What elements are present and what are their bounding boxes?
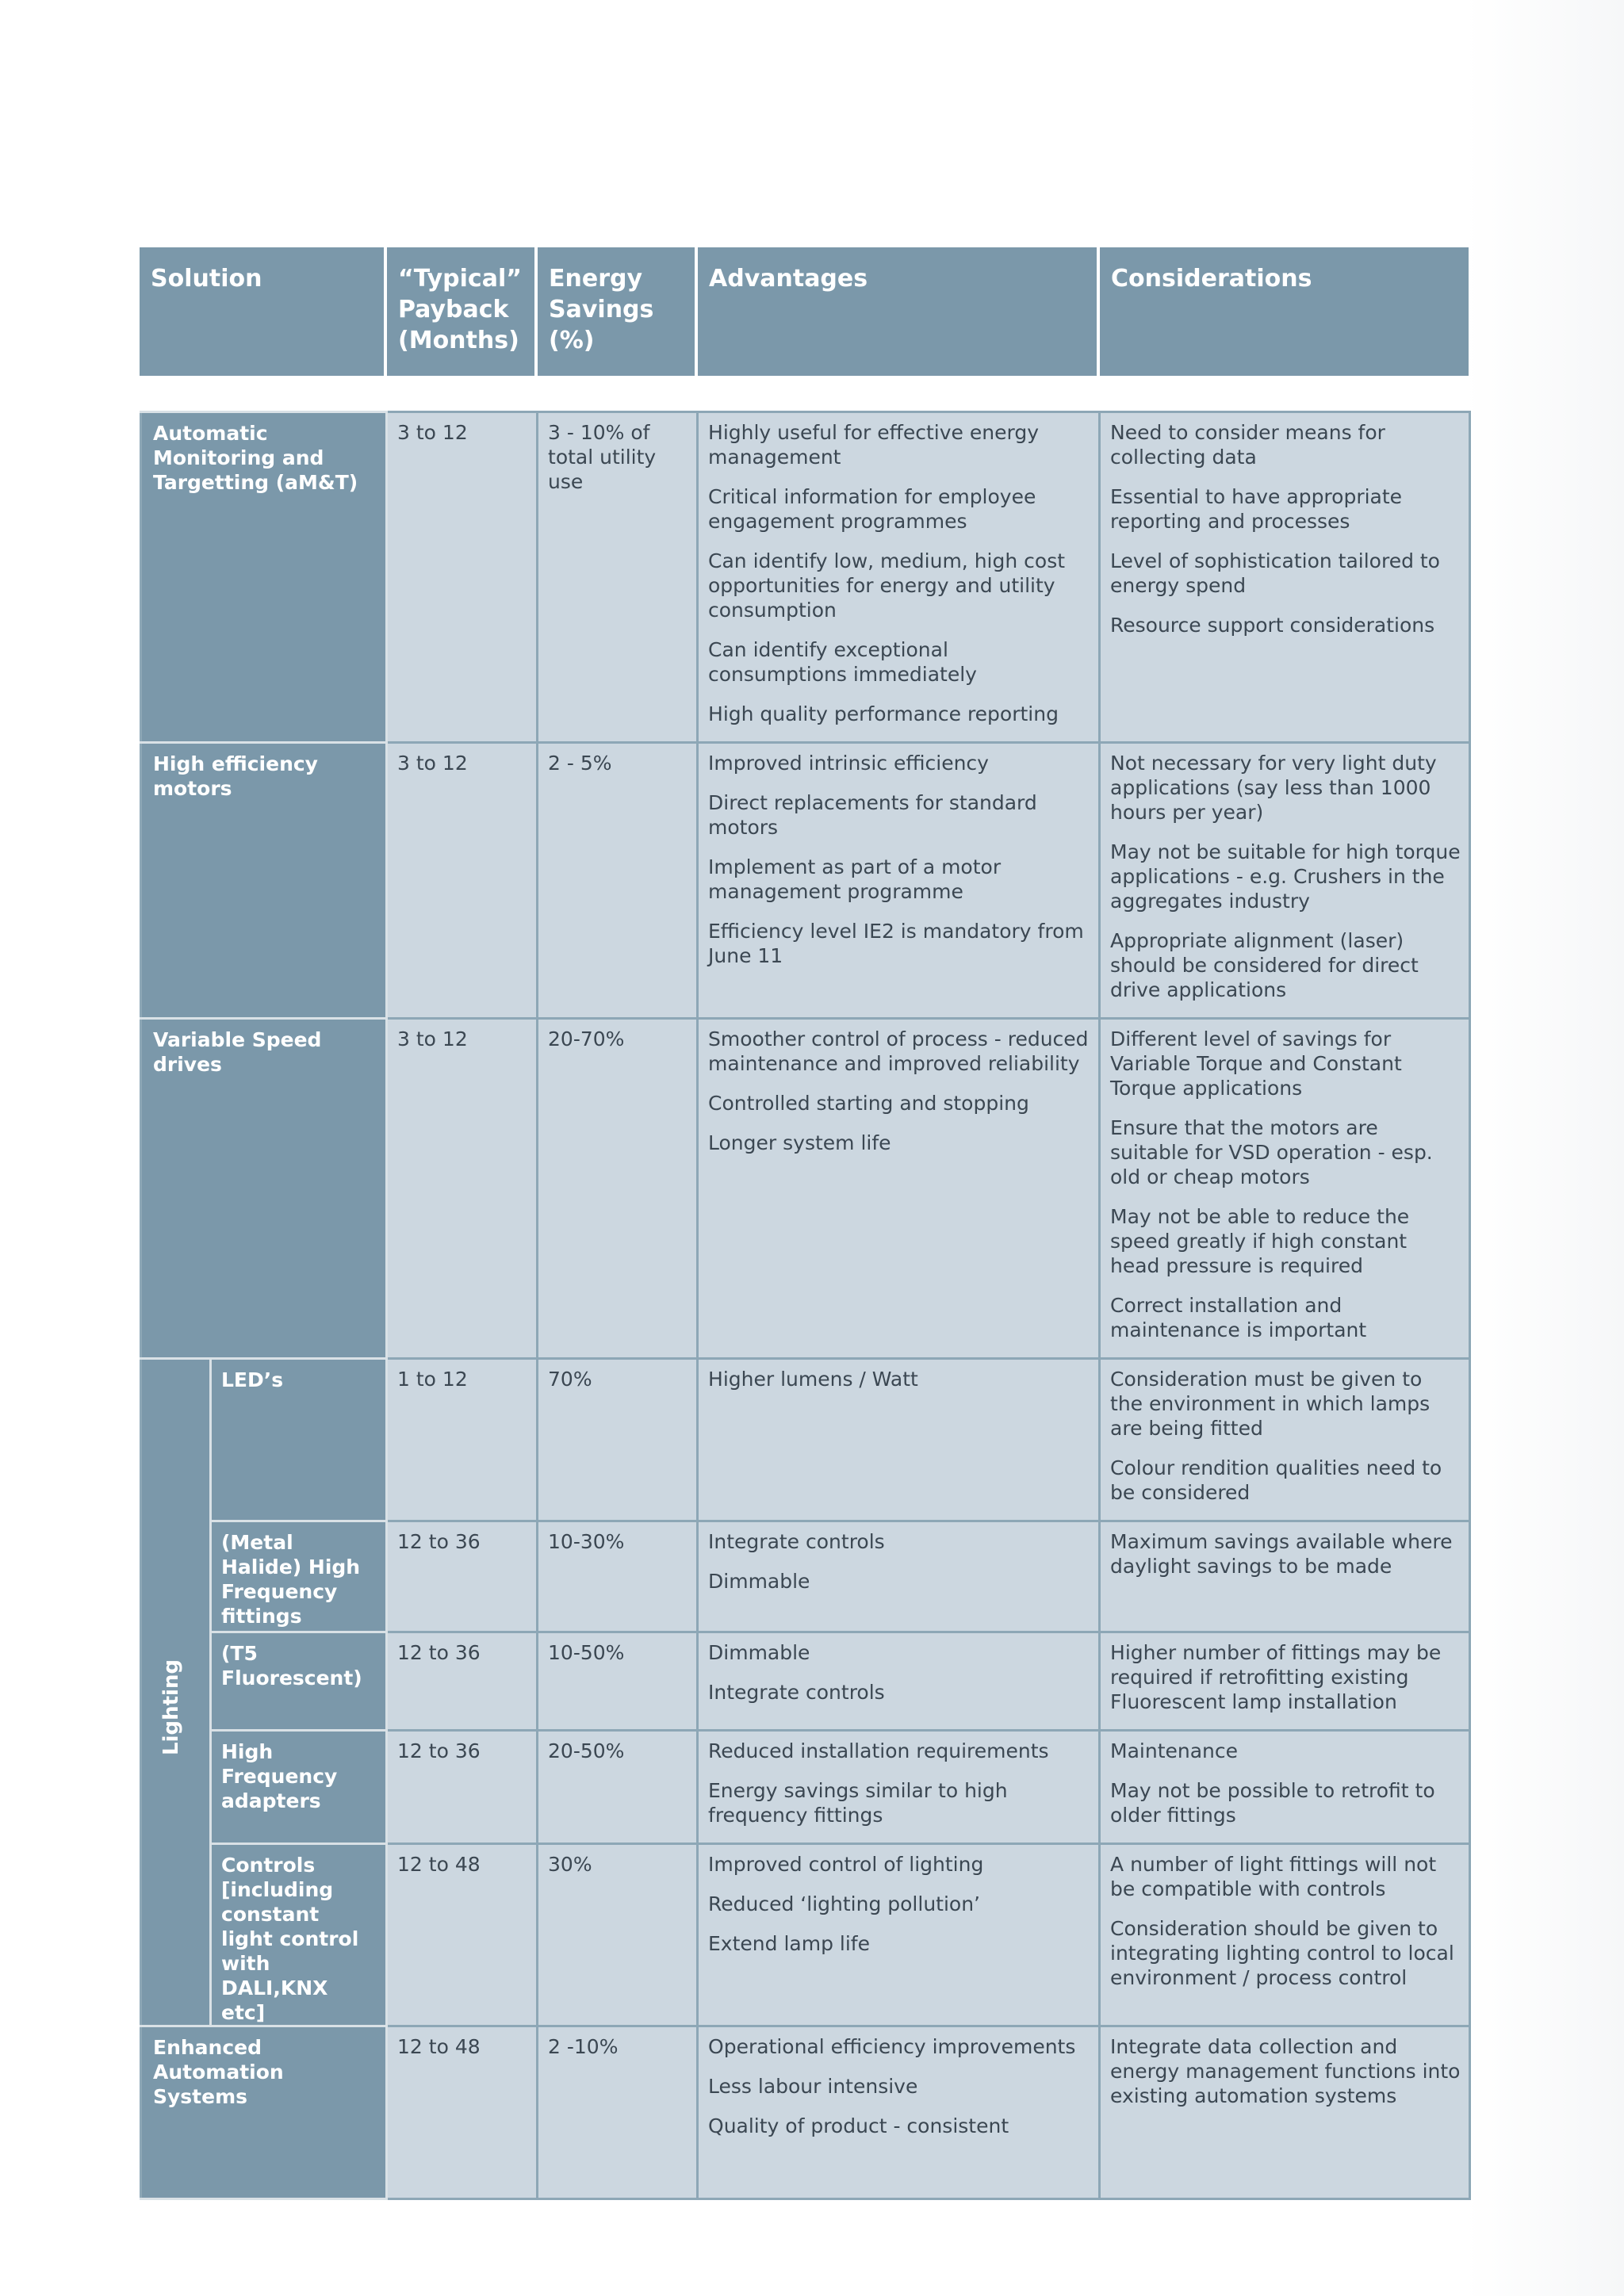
list-item: Dimmable — [708, 1641, 810, 1664]
list-item: Different level of savings for Variable Torque and Constant Torque applications — [1110, 1027, 1402, 1100]
solution-cell: High Frequency adapters — [211, 1731, 387, 1844]
header-payback: “Typical” Payback (Months) — [385, 247, 536, 376]
advantages-cell — [698, 743, 1100, 1019]
list-item: Consideration should be given to integrating lighting control to local environment / process control — [1110, 1917, 1454, 1989]
solution-cell: High efficiency motors — [141, 743, 387, 1019]
considerations-cell — [1100, 1731, 1470, 1844]
list-item: Less labour intensive — [708, 2075, 918, 2098]
advantages-cell — [698, 2026, 1100, 2199]
payback-cell: 12 to 48 — [387, 1844, 538, 2026]
table-row — [141, 1521, 1470, 1632]
list-item: Integrate controls — [708, 1681, 885, 1704]
list-item: Reduced ‘lighting pollution’ — [708, 1892, 980, 1915]
solutions-table — [140, 411, 1471, 2200]
table-row — [141, 1019, 1470, 1359]
solution-cell: LED’s — [211, 1359, 387, 1521]
savings-cell: 10-30% — [538, 1521, 698, 1632]
advantages-cell — [698, 412, 1100, 743]
header-savings: Energy Savings (%) — [536, 247, 696, 376]
list-item: Essential to have appropriate reporting and processes — [1110, 485, 1403, 533]
list-item: Implement as part of a motor management programme — [708, 855, 1002, 903]
savings-cell: 3 - 10% of total utility use — [538, 412, 698, 743]
savings-cell: 2 - 5% — [538, 743, 698, 1019]
list-item: Quality of product - consistent — [708, 2114, 1009, 2137]
solution-cell: Variable Speed drives — [141, 1019, 387, 1359]
considerations-cell — [1100, 1632, 1470, 1731]
considerations-cell — [1100, 412, 1470, 743]
list-item: Level of sophistication tailored to energy spend — [1110, 549, 1440, 597]
list-item: Not necessary for very light duty applications (say less than 1000 hours per year) — [1110, 752, 1437, 824]
considerations-cell — [1100, 1844, 1470, 2026]
table-row — [141, 412, 1470, 743]
list-item: Integrate controls — [708, 1530, 885, 1553]
payback-cell: 12 to 36 — [387, 1632, 538, 1731]
savings-cell: 20-70% — [538, 1019, 698, 1359]
advantages-cell — [698, 1632, 1100, 1731]
list-item: Appropriate alignment (laser) should be considered for direct drive applications — [1110, 929, 1419, 1001]
savings-cell: 10-50% — [538, 1632, 698, 1731]
list-item: Consideration must be given to the environment in which lamps are being fitted — [1110, 1368, 1431, 1440]
header-solution: Solution — [140, 247, 385, 376]
list-item: Improved control of lighting — [708, 1853, 984, 1876]
list-item: Can identify low, medium, high cost opportunities for energy and utility consumption — [708, 549, 1066, 622]
advantages-cell — [698, 1731, 1100, 1844]
list-item: Ensure that the motors are suitable for VSD operation - esp. old or cheap motors — [1110, 1116, 1433, 1188]
table-row — [141, 1731, 1470, 1844]
advantages-cell — [698, 1359, 1100, 1521]
table-row — [141, 2026, 1470, 2199]
page-edge-shade — [1465, 0, 1624, 2296]
list-item: Highly useful for effective energy management — [708, 421, 1039, 469]
list-item: Operational efficiency improvements — [708, 2035, 1076, 2058]
list-item: Need to consider means for collecting data — [1110, 421, 1385, 469]
payback-cell: 3 to 12 — [387, 1019, 538, 1359]
payback-cell: 3 to 12 — [387, 743, 538, 1019]
considerations-cell — [1100, 2026, 1470, 2199]
advantages-cell — [698, 1521, 1100, 1632]
list-item: Higher number of fittings may be required if retrofitting existing Fluorescent lamp installation — [1110, 1641, 1442, 1713]
solution-cell: Automatic Monitoring and Targetting (aM&T) — [141, 412, 387, 743]
list-item: Direct replacements for standard motors — [708, 791, 1037, 839]
header-advantages: Advantages — [696, 247, 1098, 376]
table-row — [141, 1632, 1470, 1731]
list-item: May not be possible to retrofit to older fittings — [1110, 1779, 1435, 1827]
solution-cell: Enhanced Automation Systems — [141, 2026, 387, 2199]
table-row — [141, 743, 1470, 1019]
list-item: May not be suitable for high torque applications - e.g. Crushers in the aggregates industry — [1110, 840, 1461, 913]
list-item: Correct installation and maintenance is important — [1110, 1294, 1367, 1341]
payback-cell: 1 to 12 — [387, 1359, 538, 1521]
payback-cell: 12 to 36 — [387, 1521, 538, 1632]
list-item: Maximum savings available where daylight savings to be made — [1110, 1530, 1453, 1578]
list-item: Energy savings similar to high frequency fittings — [708, 1779, 1008, 1827]
considerations-cell — [1100, 1019, 1470, 1359]
savings-cell: 30% — [538, 1844, 698, 2026]
table-row — [141, 1844, 1470, 2026]
list-item: Colour rendition qualities need to be considered — [1110, 1456, 1442, 1504]
lighting-group-label — [141, 1359, 211, 2026]
list-item: Extend lamp life — [708, 1932, 870, 1955]
considerations-cell — [1100, 743, 1470, 1019]
list-item: Improved intrinsic efficiency — [708, 752, 989, 775]
list-item: Resource support considerations — [1110, 614, 1435, 637]
list-item: High quality performance reporting — [708, 702, 1059, 725]
list-item: Integrate data collection and energy management functions into existing automation systems — [1110, 2035, 1461, 2107]
list-item: Longer system life — [708, 1131, 891, 1154]
savings-cell: 2 -10% — [538, 2026, 698, 2199]
savings-cell: 70% — [538, 1359, 698, 1521]
table-header — [140, 247, 1469, 376]
list-item: Maintenance — [1110, 1739, 1239, 1762]
payback-cell: 3 to 12 — [387, 412, 538, 743]
solution-cell: (Metal Halide) High Frequency fittings — [211, 1521, 387, 1632]
list-item: Higher lumens / Watt — [708, 1368, 918, 1391]
considerations-cell — [1100, 1359, 1470, 1521]
savings-cell: 20-50% — [538, 1731, 698, 1844]
list-item: May not be able to reduce the speed greatly if high constant head pressure is required — [1110, 1205, 1410, 1277]
lighting-label: Lighting — [159, 1659, 183, 1755]
list-item: Dimmable — [708, 1570, 810, 1593]
table-row — [141, 1359, 1470, 1521]
list-item: Can identify exceptional consumptions immediately — [708, 638, 977, 686]
solution-cell: Controls [including constant light control with DALI,KNX etc] — [211, 1844, 387, 2026]
list-item: Reduced installation requirements — [708, 1739, 1049, 1762]
header-considerations: Considerations — [1098, 247, 1469, 376]
considerations-cell — [1100, 1521, 1470, 1632]
advantages-cell — [698, 1844, 1100, 2026]
advantages-cell — [698, 1019, 1100, 1359]
list-item: Controlled starting and stopping — [708, 1092, 1029, 1115]
list-item: Smoother control of process - reduced maintenance and improved reliability — [708, 1027, 1089, 1075]
list-item: Critical information for employee engagement programmes — [708, 485, 1036, 533]
payback-cell: 12 to 36 — [387, 1731, 538, 1844]
list-item: A number of light fittings will not be compatible with controls — [1110, 1853, 1437, 1900]
payback-cell: 12 to 48 — [387, 2026, 538, 2199]
list-item: Efficiency level IE2 is mandatory from June 11 — [708, 920, 1084, 967]
solution-cell: (T5 Fluorescent) — [211, 1632, 387, 1731]
